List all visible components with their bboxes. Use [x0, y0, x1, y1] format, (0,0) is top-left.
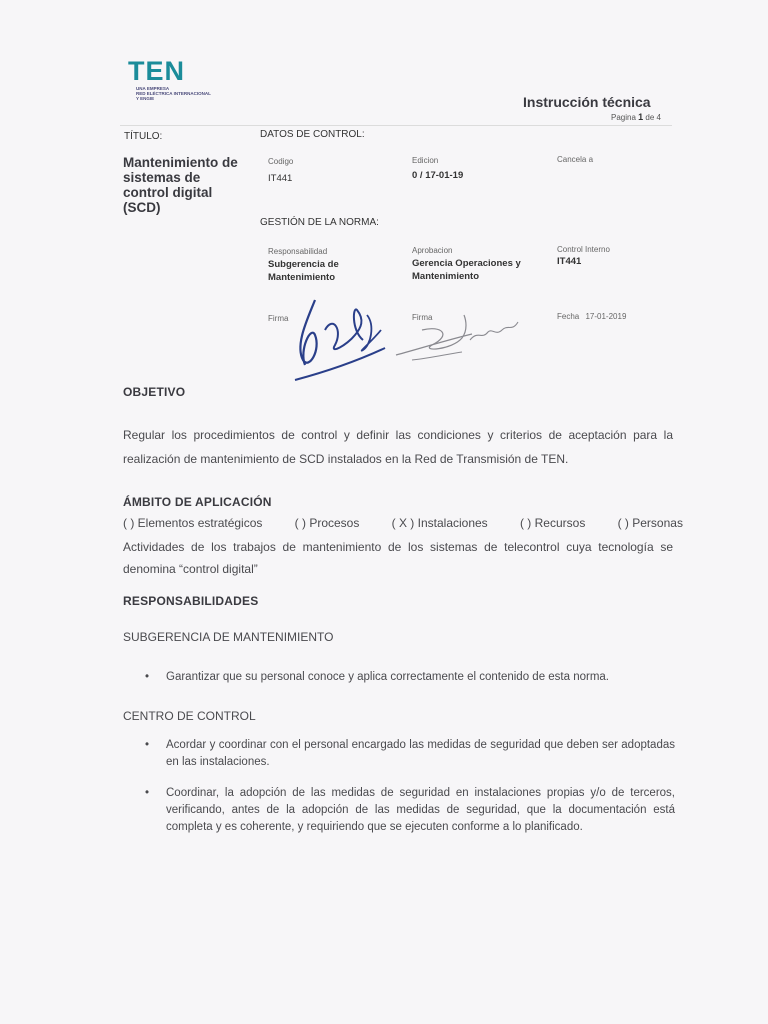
codigo-label: Codigo — [268, 157, 294, 166]
title-line-1: Mantenimiento de — [123, 155, 238, 170]
fecha-label: Fecha — [557, 312, 580, 321]
ambito-heading: ÁMBITO DE APLICACIÓN — [123, 495, 272, 509]
aprobacion-value: Gerencia Operaciones y Mantenimiento — [412, 258, 521, 282]
logo-subtitle-line-3: Y ENGIE — [136, 96, 155, 101]
page-current: 1 — [638, 112, 644, 122]
objetivo-text: Regular los procedimientos de control y definir las condiciones y criterios de aceptación para la realización de mantenimiento de SCD instalados en la Red de Transmisión de TEN. — [123, 428, 673, 466]
ambito-text: Actividades de los trabajos de mantenimiento de los sistemas de telecontrol cuya tecnología se denomina “control digital” — [123, 540, 673, 576]
title-line-3: control digital — [123, 185, 213, 200]
signature-responsable-image — [285, 290, 395, 385]
check-recursos: ( ) Recursos — [519, 516, 586, 530]
bullet-text: Acordar y coordinar con el personal encargado las medidas de seguridad que deben ser adoptadas en las instalaciones. — [166, 739, 675, 768]
page-prefix: Pagina — [611, 113, 636, 122]
codigo-value: IT441 — [268, 173, 293, 184]
bullet-text: Coordinar, la adopción de las medidas de seguridad en instalaciones propias y/o de terceros, verificando, antes de la adopción de las medidas de seguridad, que la documentación está completa y es coherente, y requiriendo que se ejecuten conforme a lo planificado. — [166, 787, 675, 833]
responsabilidad-value: Subgerencia de Mantenimiento — [268, 259, 339, 283]
title-line-4: (SCD) — [123, 200, 161, 215]
page-suffix: de 4 — [645, 113, 661, 122]
bullet-dot: • — [145, 739, 150, 751]
check-instalaciones: ( X ) Instalaciones — [391, 516, 488, 530]
bullet-dot: • — [145, 671, 150, 683]
objetivo-heading: OBJETIVO — [123, 385, 186, 399]
logo-subtitle-line-2: RED ELÉCTRICA INTERNACIONAL — [136, 91, 211, 96]
centro-control-bullet-2 — [145, 785, 675, 836]
ambito-checklist — [123, 516, 683, 530]
aprobacion-label: Aprobacion — [412, 246, 453, 255]
edicion-label: Edicion — [412, 156, 439, 165]
title-label: TÍTULO: — [124, 131, 163, 142]
control-interno-value: IT441 — [557, 256, 582, 267]
edicion-value: 0 / 17-01-19 — [412, 170, 464, 181]
subgerencia-heading: SUBGERENCIA DE MANTENIMIENTO — [123, 630, 334, 644]
control-interno-label: Control Interno — [557, 245, 610, 254]
signature-aprobacion-image — [392, 310, 522, 365]
fecha-block — [557, 312, 626, 321]
check-personas: ( ) Personas — [617, 516, 683, 530]
company-logo: TEN — [128, 56, 185, 86]
firma-responsable-label: Firma — [268, 314, 289, 323]
datos-control-label: DATOS DE CONTROL: — [260, 129, 365, 140]
fecha-value: 17-01-2019 — [585, 312, 627, 321]
firma-aprobacion-label: Firma — [412, 313, 433, 322]
subgerencia-bullet-1 — [145, 669, 675, 686]
bullet-text: Garantizar que su personal conoce y aplica correctamente el contenido de esta norma. — [166, 671, 610, 683]
title-line-2: sistemas de — [123, 170, 201, 185]
bullet-dot: • — [145, 787, 150, 799]
centro-control-bullet-1 — [145, 737, 675, 771]
check-elementos: ( ) Elementos estratégicos — [123, 516, 263, 530]
document-title — [123, 155, 253, 215]
centro-control-heading: CENTRO DE CONTROL — [123, 709, 256, 723]
gestion-label: GESTIÓN DE LA NORMA: — [260, 217, 379, 228]
page-number — [611, 112, 661, 122]
responsabilidades-heading: RESPONSABILIDADES — [123, 594, 259, 608]
cancela-label: Cancela a — [557, 155, 594, 164]
logo-subtitle-line-1: UNA EMPRESA — [136, 86, 170, 91]
document-type: Instrucción técnica — [523, 94, 651, 110]
check-procesos: ( ) Procesos — [294, 516, 360, 530]
responsabilidad-label: Responsabilidad — [268, 247, 328, 256]
header-divider — [120, 125, 672, 126]
